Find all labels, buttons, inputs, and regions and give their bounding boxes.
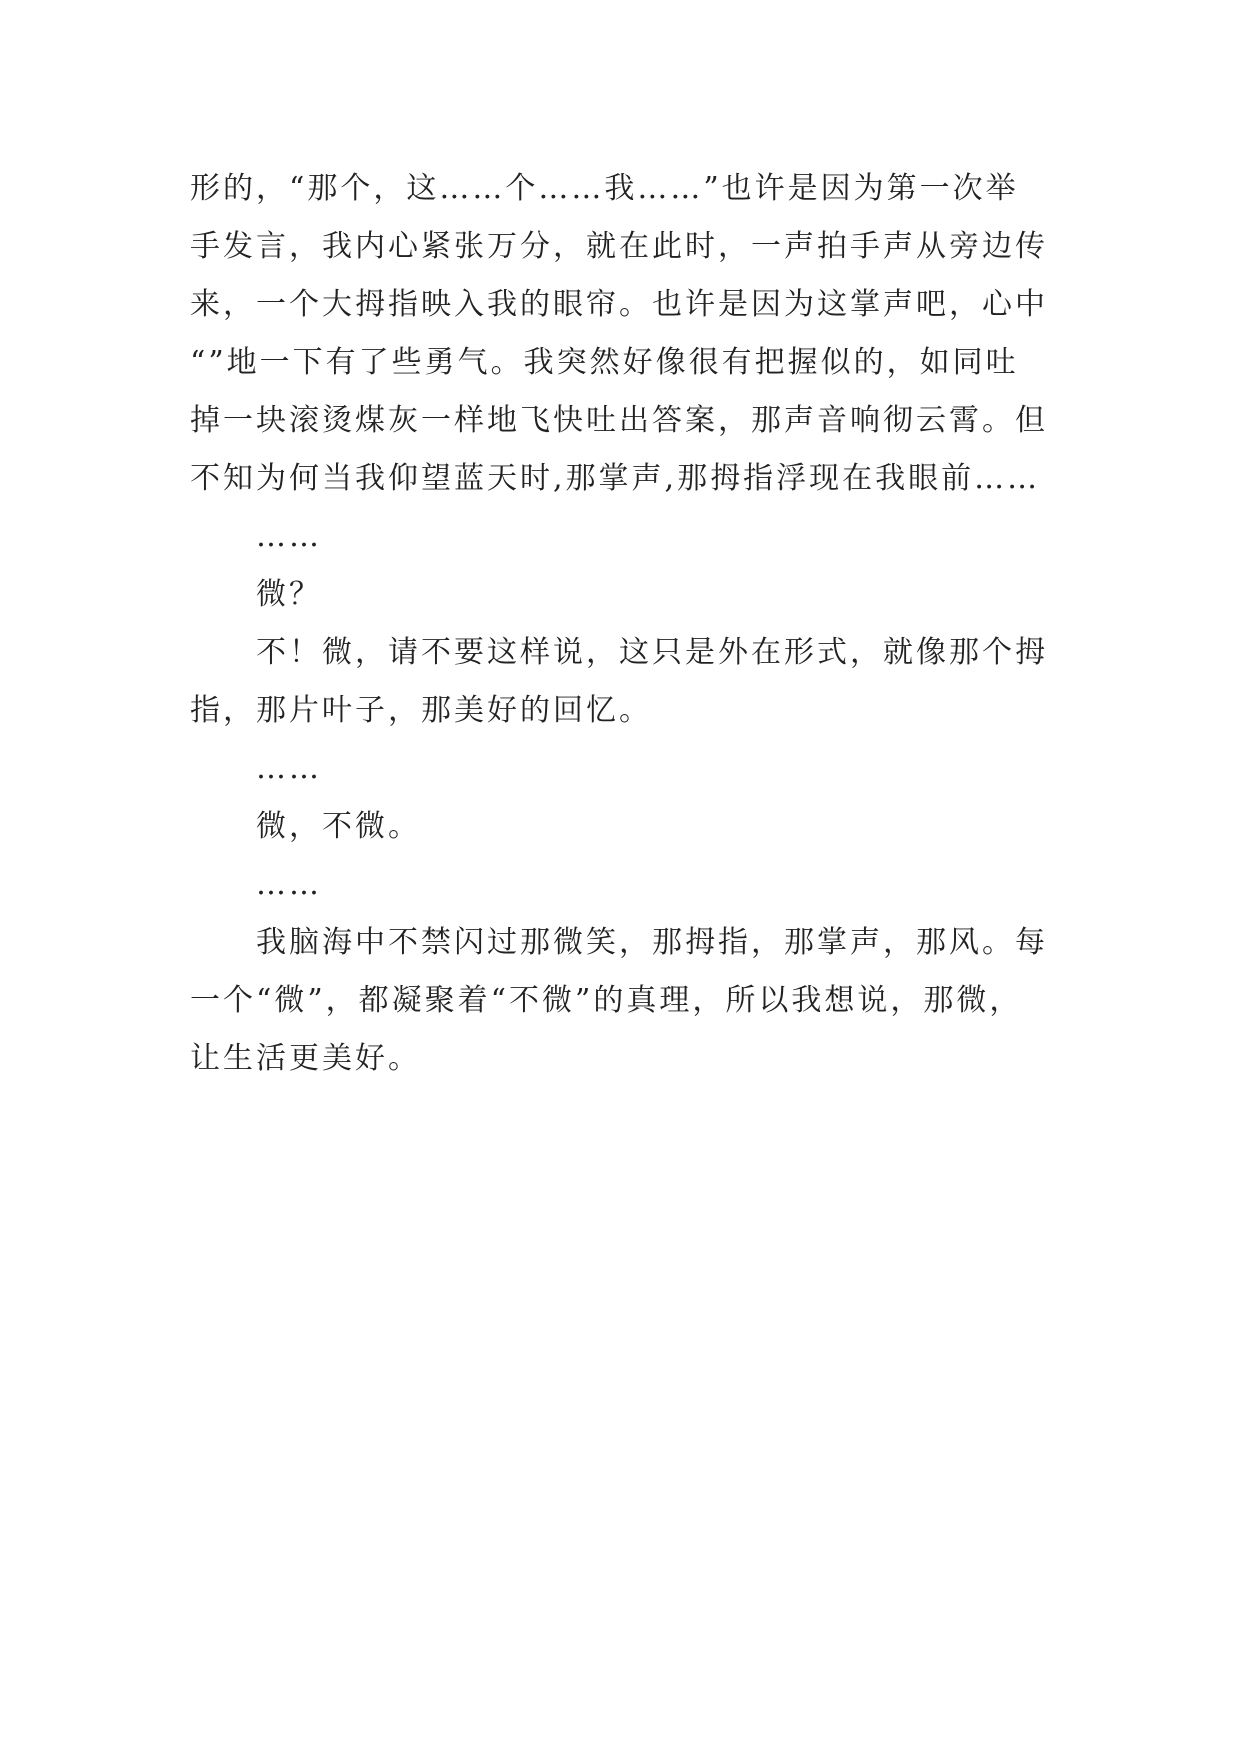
text-line: 微？ xyxy=(256,577,322,612)
document-body xyxy=(190,160,1060,1088)
text-line: 掉一块滚烫煤灰一样地飞快吐出答案，那声音响彻云霄。但 xyxy=(190,403,1048,438)
paragraph-4 xyxy=(190,624,1060,740)
paragraph-1 xyxy=(190,160,1060,508)
text-line: …… xyxy=(256,867,322,902)
ellipsis-line-2 xyxy=(190,740,1060,798)
paragraph-question xyxy=(190,566,1060,624)
text-line: “”地一下有了些勇气。我突然好像很有把握似的，如同吐 xyxy=(190,345,1019,380)
text-line: 来，一个大拇指映入我的眼帘。也许是因为这掌声吧，心中 xyxy=(190,287,1048,322)
text-line: …… xyxy=(256,751,322,786)
text-line: 让生活更美好。 xyxy=(190,1041,421,1076)
paragraph-conclusion xyxy=(190,914,1060,1088)
text-line: 微，不微。 xyxy=(256,809,421,844)
text-line: 不知为何当我仰望蓝天时,那掌声,那拇指浮现在我眼前…… xyxy=(190,461,1041,496)
ellipsis-line-3 xyxy=(190,856,1060,914)
paragraph-6 xyxy=(190,798,1060,856)
text-line: 一个“微”，都凝聚着“不微”的真理，所以我想说，那微， xyxy=(190,983,1023,1018)
text-line: 不！微，请不要这样说，这只是外在形式，就像那个拇 xyxy=(256,635,1048,670)
text-line: 我脑海中不禁闪过那微笑，那拇指，那掌声，那风。每 xyxy=(256,925,1048,960)
text-line: 手发言，我内心紧张万分，就在此时，一声拍手声从旁边传 xyxy=(190,229,1048,264)
text-line: …… xyxy=(256,519,322,554)
text-line: 指，那片叶子，那美好的回忆。 xyxy=(190,693,652,728)
ellipsis-line-1 xyxy=(190,508,1060,566)
text-line: 形的，“那个，这……个……我……”也许是因为第一次举 xyxy=(190,171,1019,206)
